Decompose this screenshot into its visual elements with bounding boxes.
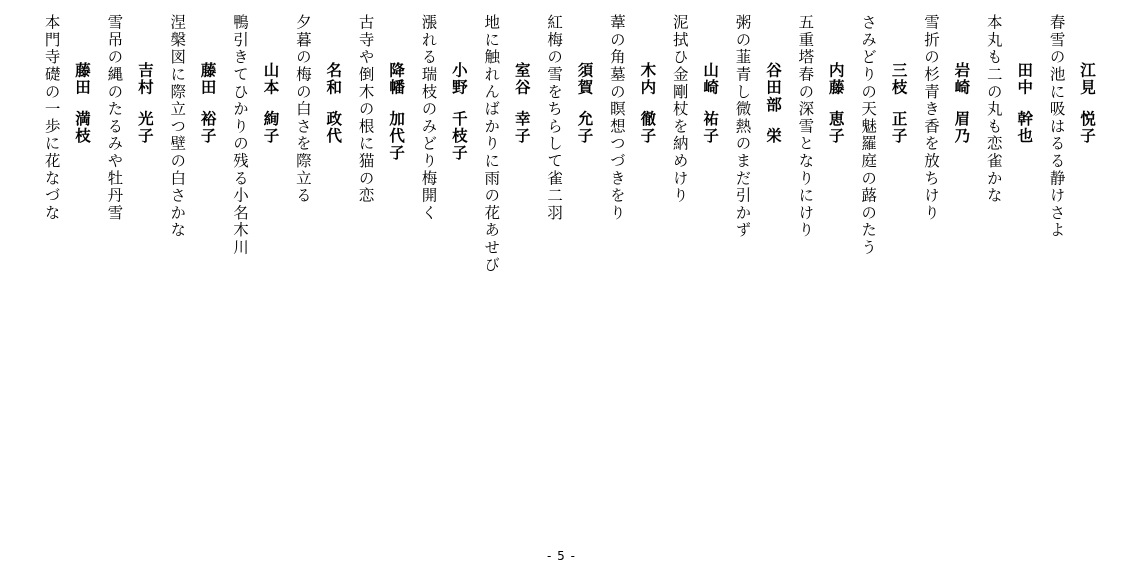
author-name: [381, 14, 412, 534]
haiku-text: 本丸も二の丸も恋雀かな: [984, 14, 1003, 205]
haiku-entry: [98, 14, 161, 534]
author-given-name: 政代: [324, 110, 344, 145]
author-family-name: 小野: [449, 62, 469, 97]
author-name: [695, 14, 726, 534]
author-family-name: 三枝: [889, 62, 909, 97]
page-number: - 5 -: [547, 549, 576, 563]
haiku-text: 漲れる瑞枝のみどり梅開く: [419, 14, 438, 222]
author-family-name: 山本: [261, 62, 281, 97]
author-name: [569, 14, 600, 534]
author-family-name: 谷田部: [763, 62, 783, 114]
haiku-entry: [977, 14, 1040, 534]
author-name: [820, 14, 851, 534]
author-name: [129, 14, 160, 534]
author-given-name: 栄: [763, 127, 783, 145]
author-given-name: 悦子: [1078, 110, 1097, 145]
author-name: [443, 14, 474, 534]
author-name: [883, 14, 914, 534]
author-given-name: 祐子: [701, 110, 721, 145]
author-name: [255, 14, 286, 534]
author-family-name: 藤田: [73, 62, 92, 97]
author-name: [192, 14, 223, 534]
author-name: [67, 14, 98, 534]
author-family-name: 須賀: [575, 62, 595, 97]
author-family-name: 江見: [1078, 62, 1097, 97]
haiku-entry: [161, 14, 224, 534]
author-name: [946, 14, 977, 534]
author-name: [1009, 14, 1040, 534]
haiku-entry: [412, 14, 475, 534]
haiku-entry: [789, 14, 852, 534]
author-given-name: 幸子: [512, 110, 532, 145]
author-family-name: 山崎: [701, 62, 721, 97]
author-family-name: 岩崎: [952, 62, 972, 97]
haiku-entry: [726, 14, 789, 534]
haiku-entry: [349, 14, 412, 534]
haiku-text: 春雪の池に吸はるる静けさよ: [1047, 14, 1066, 239]
haiku-columns: [35, 14, 1103, 534]
author-name: [758, 14, 789, 534]
haiku-text: さみどりの天魅羅庭の蕗のたう: [859, 14, 878, 257]
haiku-text: 鴨引きてひかりの残る小名木川: [231, 14, 250, 257]
author-name: [506, 14, 537, 534]
author-family-name: 田中: [1015, 62, 1035, 97]
author-name: [1072, 14, 1103, 534]
haiku-text: 粥の韮青し微熱のまだ引かず: [733, 14, 752, 239]
author-given-name: 光子: [135, 110, 155, 145]
author-given-name: 満枝: [73, 110, 92, 145]
author-family-name: 名和: [324, 62, 344, 97]
author-family-name: 内藤: [826, 62, 846, 97]
haiku-entry: [1040, 14, 1103, 534]
author-given-name: 允子: [575, 110, 595, 145]
author-name: [318, 14, 349, 534]
author-given-name: 徹子: [638, 110, 658, 145]
haiku-text: 地に触れんばかりに雨の花あせび: [482, 14, 501, 274]
author-given-name: 千枝子: [449, 110, 469, 162]
haiku-entry: [35, 14, 98, 534]
haiku-text: 涅槃図に際立つ壁の白さかな: [168, 14, 187, 239]
haiku-text: 雪吊の縄のたるみや牡丹雪: [105, 14, 124, 222]
haiku-entry: [286, 14, 349, 534]
haiku-text: 古寺や倒木の根に猫の恋: [356, 14, 375, 205]
haiku-text: 葦の角墓の瞑想つづきをり: [607, 14, 626, 222]
haiku-entry: [663, 14, 726, 534]
haiku-text: 雪折の杉青き香を放ちけり: [921, 14, 940, 222]
author-given-name: 恵子: [826, 110, 846, 145]
author-given-name: 裕子: [198, 110, 218, 145]
haiku-text: 本門寺礎の一歩に花なづな: [42, 14, 61, 222]
author-family-name: 室谷: [512, 62, 532, 97]
haiku-entry: [852, 14, 915, 534]
author-family-name: 降幡: [387, 62, 407, 97]
author-family-name: 藤田: [198, 62, 218, 97]
author-given-name: 眉乃: [952, 110, 972, 145]
haiku-text: 紅梅の雪をちらして雀二羽: [545, 14, 564, 222]
haiku-entry: [475, 14, 538, 534]
author-family-name: 木内: [638, 62, 658, 97]
haiku-text: 夕暮の梅の白さを際立る: [293, 14, 312, 205]
haiku-text: 五重塔春の深雪となりにけり: [796, 14, 815, 239]
author-given-name: 幹也: [1015, 110, 1035, 145]
author-given-name: 絢子: [261, 110, 281, 145]
haiku-entry: [601, 14, 664, 534]
author-given-name: 正子: [889, 110, 909, 145]
author-name: [632, 14, 663, 534]
haiku-text: 泥拭ひ金剛杖を納めけり: [670, 14, 689, 205]
author-family-name: 吉村: [135, 62, 155, 97]
haiku-entry: [224, 14, 287, 534]
haiku-entry: [915, 14, 978, 534]
haiku-entry: [538, 14, 601, 534]
author-given-name: 加代子: [387, 110, 407, 162]
